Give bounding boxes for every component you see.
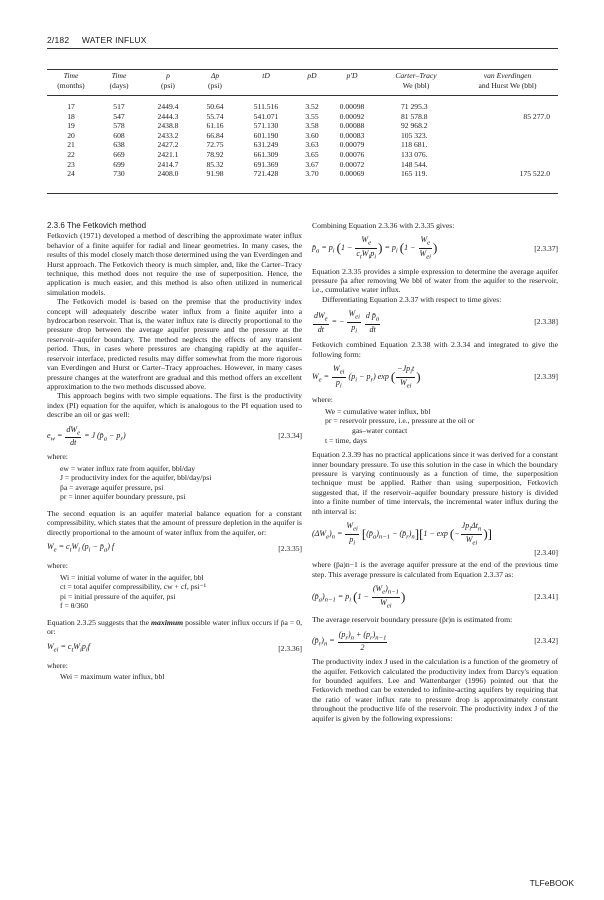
- definition-list: [60, 672, 302, 682]
- table-cell: 511.516: [253, 102, 279, 111]
- paragraph: Equation 2.3.35 provides a simple expression to determine the average aquifer pressure p̄a after removing We bbl of water from the aquifer to the reservoir, i.e., cumulative water influx.: [312, 266, 558, 295]
- table-row: [47, 121, 558, 131]
- column-header: Time: [63, 71, 79, 80]
- table-cell: 20: [67, 130, 75, 140]
- equation-number: [2.3.37]: [534, 243, 558, 253]
- table-cell: 0.00072: [339, 159, 365, 169]
- definition-list: [60, 464, 302, 502]
- equation-number: [2.3.42]: [534, 635, 558, 645]
- column-header: and Hurst We (bbl): [478, 81, 537, 90]
- table-cell: 2433.2: [157, 130, 179, 140]
- paragraph: Fetkovich combined Equation 2.3.38 with 2.3.34 and integrated to give the following form:: [312, 340, 558, 359]
- column-header: Δp: [210, 71, 220, 80]
- table-header-row: [47, 68, 558, 81]
- table-cell: 85 277.0: [523, 111, 550, 121]
- table-cell: 721.428: [253, 169, 279, 179]
- equation-number: [2.3.35]: [278, 544, 302, 554]
- table-cell: 631.249: [253, 140, 279, 150]
- paragraph: The second equation is an aquifer material balance equation for a constant compressibility, which states that the amount of pressure depletion in the aquifer is directly proportional to the amount of water influx from the aquifer, or:: [47, 508, 302, 537]
- table-cell: 2444.3: [157, 111, 179, 121]
- table-cell: 0.00098: [339, 102, 365, 111]
- definition-item: f = θ/360: [60, 601, 89, 611]
- paragraph: The Fetkovich model is based on the premise that the productivity index concept will adequately describe water influx from a finite aquifer into a hydrocarbon reservoir. That is, the water influx rate is directly proportional to the pressure drop between the average aquifer pressure and the pressure at the reservoir–aquifer boundary. The method neglects the effects of any transient period. Thus, in cases where pressures are changing rapidly at the aquifer–reservoir interface, predicted results may differ somewhat from the more rigorous van Everdingen and Hurst or Carter–Tracy approaches. However, in many cases pressure changes at the waterfront are gradual and this method offers an excellent approximation to the two methods discussed above.: [47, 297, 302, 391]
- table-cell: 3.65: [305, 149, 319, 159]
- column-header: Time: [111, 71, 127, 80]
- table-cell: 148 544.: [401, 159, 428, 169]
- where-label: where:: [312, 395, 333, 405]
- table-cell: 72.75: [206, 140, 224, 150]
- table-cell: 24: [67, 169, 75, 179]
- table-header-row: [47, 81, 558, 96]
- table-cell: 571.130: [253, 121, 279, 131]
- where-label: where:: [47, 452, 68, 462]
- table-cell: 2414.7: [157, 159, 179, 169]
- table-cell: 71 295.3: [401, 102, 428, 111]
- equation-number: [2.3.36]: [278, 643, 302, 653]
- definition-list: [325, 407, 558, 445]
- table-cell: 3.60: [305, 130, 319, 140]
- table-cell: 699: [113, 159, 125, 169]
- table-cell: 19: [67, 121, 75, 131]
- table-cell: 541.071: [253, 111, 279, 121]
- where-label: where:: [47, 561, 68, 571]
- table-cell: [457, 140, 558, 150]
- equation-2-3-42: $(p̄_r)_n$ = $\frac{(p_r)_n + (p_r)_{n-1}}{2}$ [2.3.42]: [312, 629, 558, 653]
- table-cell: 85.32: [206, 159, 224, 169]
- definition-item: p̄a = average aquifer pressure, psi: [60, 482, 164, 492]
- table-cell: 91.98: [206, 169, 224, 179]
- table-row: [47, 160, 558, 170]
- table-cell: 638: [113, 140, 125, 150]
- definition-list: [60, 573, 302, 611]
- equation-number: [2.3.39]: [534, 372, 558, 382]
- column-header: (months): [57, 81, 85, 90]
- column-header: p: [166, 71, 170, 80]
- table-row: [47, 112, 558, 122]
- table-cell: 3.67: [305, 159, 319, 169]
- table-row: [47, 96, 558, 112]
- table-cell: 3.58: [305, 121, 319, 131]
- definition-item: Wei = maximum water influx, bbl: [60, 672, 165, 682]
- definition-item: We = cumulative water influx, bbl: [325, 406, 431, 416]
- table-cell: [457, 96, 558, 112]
- table-header: [47, 68, 558, 96]
- table-cell: 21: [67, 140, 75, 150]
- table-row: [47, 150, 558, 160]
- column-header: pD: [307, 71, 317, 80]
- column-header: We (bbl): [402, 81, 430, 90]
- equation-2-3-35: $W_e = c_tW_i$ ($p_i$ − $p̄_a$) f [2.3.35]: [47, 542, 302, 554]
- table-cell: 23: [67, 159, 75, 169]
- table-cell: 517: [113, 102, 125, 111]
- column-header: p′D: [346, 71, 358, 80]
- paragraph-text: Equation 2.3.25 suggests that the: [47, 617, 152, 627]
- table-cell: 608: [113, 130, 125, 140]
- left-column: [47, 221, 302, 685]
- paragraph: where (p̄a)n−1 is the average aquifer pressure at the end of the previous time step. This average pressure is calculated from Equation 2.3.37 as:: [312, 560, 558, 579]
- column-header: Carter–Tracy: [395, 71, 437, 80]
- emphasis: maximum: [151, 617, 184, 627]
- paragraph: Differentiating Equation 2.3.37 with respect to time gives:: [322, 294, 502, 304]
- column-header: (psi): [208, 81, 222, 90]
- table-cell: 547: [113, 111, 125, 121]
- equation-2-3-37: $p̄_a = p_i$ (1 − $\frac{W_e}{c_tW_ip_i}$ ) = $p_i$ (1 − $\frac{W_e}{W_{ei}}$ ) [2.3.37]: [312, 235, 558, 261]
- table-cell: [457, 131, 558, 141]
- definition-item: pr = reservoir pressure, i.e., pressure at the oil or: [325, 416, 475, 426]
- table-body: [47, 96, 558, 184]
- equation-number: [2.3.34]: [278, 430, 302, 440]
- table-cell: 78.92: [206, 149, 224, 159]
- definition-item: ct = total aquifer compressibility, cw + cf, psi⁻¹: [60, 582, 207, 592]
- definition-item: ew = water influx rate from aquifer, bbl/day: [60, 463, 196, 473]
- table-cell: 18: [67, 111, 75, 121]
- paragraph-text: possible water influx occurs if p̄a = 0, or:: [47, 617, 302, 637]
- equation-2-3-39: $W_e$ = $\frac{W_{ei}}{p_i}$ $(p_i - p_r)$ exp ( $\frac{-Jp_it}{W_{ei}}$ ) [2.3.39]: [312, 364, 558, 390]
- table-cell: 3.63: [305, 140, 319, 150]
- table-cell: 3.52: [305, 102, 319, 111]
- page-number: 2/182: [47, 35, 70, 45]
- table-cell: 601.190: [253, 130, 279, 140]
- definition-item: t = time, days: [325, 435, 367, 445]
- table-cell: 61.16: [206, 121, 224, 131]
- equation-2-3-40: $(\Delta W_e)_n$ = $\frac{W_{ei}}{p_i}$ [$(p̄_a)_{n-1}$ − $(p̄_r)_n][1 - \exp$ (− $\frac{Jp_i\Delta t_n}{W_{ei}}$ )] [2.3.40]: [312, 521, 558, 558]
- table-cell: 66.84: [206, 130, 224, 140]
- definition-item: Wi = initial volume of water in the aquifer, bbl: [60, 572, 204, 582]
- table-cell: 3.70: [305, 169, 319, 179]
- equation-2-3-36: $W_{ei} = c_tW_ip_if$ [2.3.36]: [47, 641, 302, 654]
- table-cell: 2408.0: [157, 169, 179, 179]
- table-cell: 0.00079: [339, 140, 365, 150]
- table-cell: 0.00092: [339, 111, 365, 121]
- column-header: [237, 81, 295, 96]
- paragraph: [47, 618, 302, 637]
- paragraph: Combining Equation 2.3.36 with 2.3.35 gives:: [312, 221, 455, 230]
- table-bottom-rule: [47, 193, 558, 194]
- right-column: [312, 221, 558, 723]
- table-cell: 730: [113, 169, 125, 179]
- table-cell: 2427.2: [157, 140, 179, 150]
- definition-item: pr = inner aquifer boundary pressure, psi: [60, 492, 186, 502]
- table-cell: 2449.4: [157, 102, 179, 111]
- water-influx-table: [47, 68, 558, 184]
- column-header: (days): [109, 81, 129, 90]
- table-cell: 691.369: [253, 159, 279, 169]
- footer-watermark: TLFeBOOK: [529, 878, 574, 888]
- table-cell: 2421.1: [157, 149, 179, 159]
- equation-2-3-38: $\frac{dW_e}{dt}$ = − $\frac{W_{ei}}{p_i}$ $\frac{d p̄_a}{dt}$ [2.3.38]: [314, 309, 558, 335]
- equation-number: [2.3.40]: [534, 548, 558, 558]
- equation-2-3-34: $e_w$ = $\frac{dW_e}{dt}$ = J $(p̄_a - p_r)$ [2.3.34]: [47, 424, 302, 448]
- paragraph: Fetkovich (1971) developed a method of describing the approximate water influx behavior of a finite aquifer for radial and linear geometries. In many cases, the results of this model closely match those determined using the van Everdingen and Hurst approach. The Fetkovich theory is much simpler, and, like the Carter–Tracy technique, this method does not require the use of superposition. Hence, the application is much easier, and this method is also often utilized in numerical simulation models.: [47, 231, 302, 297]
- section-heading: 2.3.6 The Fetkovich method: [47, 221, 147, 230]
- table-cell: 3.55: [305, 111, 319, 121]
- table-cell: 92 968.2: [401, 121, 428, 131]
- equation-number: [2.3.41]: [534, 592, 558, 602]
- definition-item: pi = initial pressure of the aquifer, psi: [60, 591, 176, 601]
- column-header: van Everdingen: [483, 71, 532, 80]
- table-cell: [457, 121, 558, 131]
- table-cell: [457, 160, 558, 170]
- table-cell: 133 076.: [401, 149, 428, 159]
- table-cell: 17: [67, 102, 75, 111]
- table-row: [47, 140, 558, 150]
- definition-item: gas–water contact: [352, 426, 408, 435]
- running-header: [47, 35, 157, 45]
- equation-number: [2.3.38]: [534, 317, 558, 327]
- table-cell: 55.74: [206, 111, 224, 121]
- table-cell: 81 578.8: [401, 111, 428, 121]
- table-cell: 105 323.: [401, 130, 428, 140]
- table-cell: 165 119.: [401, 169, 428, 179]
- column-header: (psi): [161, 81, 175, 90]
- table-cell: 0.00076: [339, 149, 365, 159]
- column-header: [295, 81, 329, 96]
- table-row: [47, 131, 558, 141]
- table-row: [47, 169, 558, 184]
- where-label: where:: [47, 660, 68, 670]
- table-cell: 578: [113, 121, 125, 131]
- table-cell: 118 681.: [401, 140, 428, 150]
- table-cell: 22: [67, 149, 75, 159]
- table-cell: 175 522.0: [519, 169, 550, 179]
- paragraph: The average reservoir boundary pressure (p̄r)n is estimated from:: [312, 615, 513, 625]
- definition-item: J = productivity index for the aquifer, bbl/day/psi: [60, 473, 212, 483]
- paragraph: Equation 2.3.39 has no practical applications since it was derived for a constant inner boundary pressure. To use this solution in the case in which the boundary pressure is varying continuously as a function of time, the superposition technique must be applied. Rather than using superposition, Fetkovich suggested that, if the reservoir–aquifer boundary pressure history is divided into a finite number of time intervals, the incremental water influx during the nth interval is:: [312, 450, 558, 516]
- table-cell: 661.309: [253, 149, 279, 159]
- paragraph: This approach begins with two simple equations. The first is the productivity index (PI) equation for the aquifer, which is analogous to the PI equation used to describe an oil or gas well:: [47, 391, 302, 420]
- chapter-title: WATER INFLUX: [81, 35, 147, 45]
- column-header: [329, 81, 375, 96]
- equation-2-3-41: $(p̄_a)_{n-1} = p_i$ (1 − $\frac{(W_e)_{n-1}}{W_{ei}}$ ) [2.3.41]: [312, 584, 558, 610]
- table-cell: 0.00088: [339, 121, 365, 131]
- table-cell: 2438.8: [157, 121, 179, 131]
- table-cell: 0.00069: [339, 169, 365, 179]
- table-cell: 669: [113, 149, 125, 159]
- column-header: tD: [262, 71, 270, 80]
- table-cell: 50.64: [206, 102, 224, 111]
- table-cell: 0.00083: [339, 130, 365, 140]
- header-rule: [47, 48, 558, 49]
- table-cell: [457, 150, 558, 160]
- paragraph: The productivity index J used in the calculation is a function of the geometry of the aquifer. Fetkovich calculated the productivity index from Darcy's equation for bounded aquifers. Lee and Wattenbarger (1996) pointed out that the Fetkovich method can be extended to infinite-acting aquifers by requiring that the ratio of water influx rate to pressure drop is approximately constant throughout the productive life of the reservoir. The productivity index J of the aquifer is given by the following expressions:: [312, 657, 558, 723]
